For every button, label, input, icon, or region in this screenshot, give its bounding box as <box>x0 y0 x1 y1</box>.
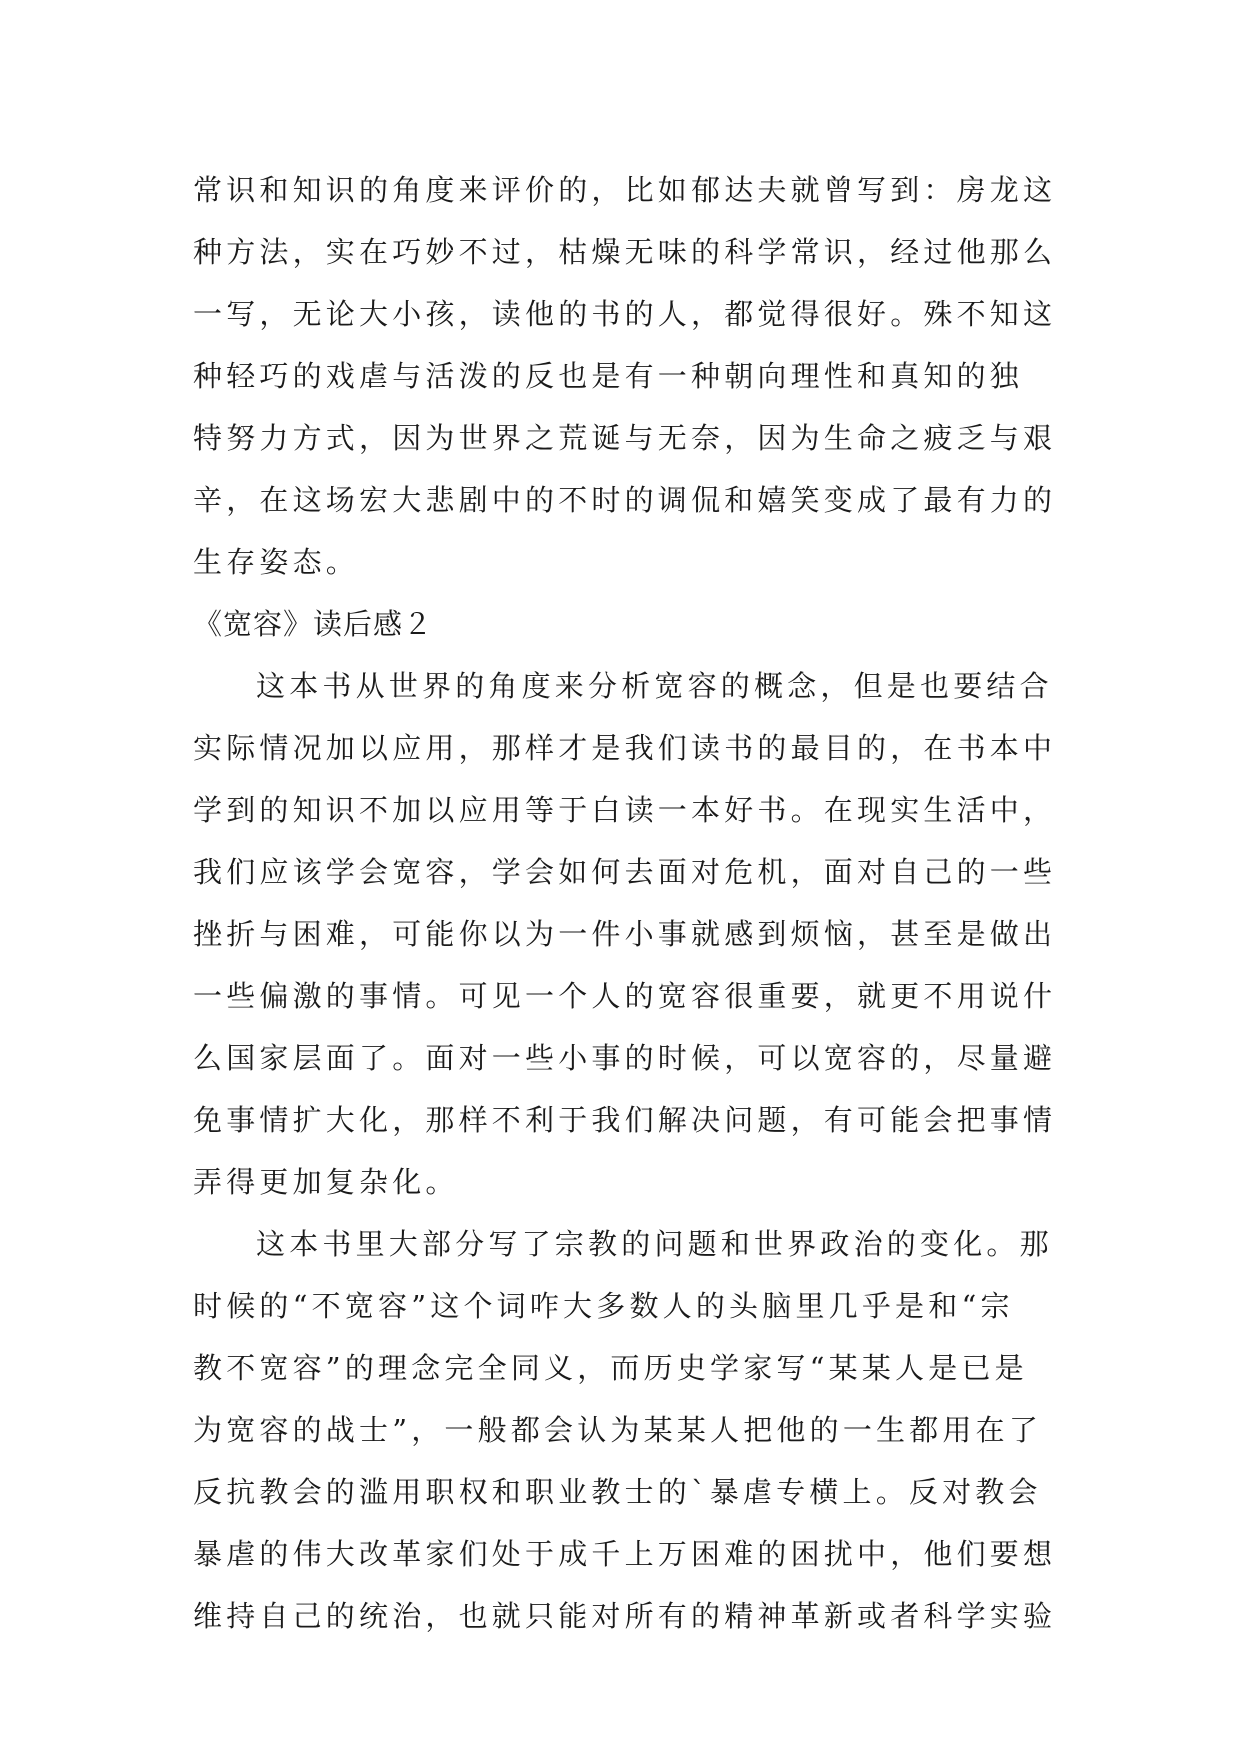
paragraph <box>193 1213 1073 1647</box>
text-line: 暴虐的伟大改革家们处于成千上万困难的困扰中，他们要想 <box>193 1537 1057 1571</box>
text-line: 这本书里大部分写了宗教的问题和世界政治的变化。那 <box>256 1227 1053 1261</box>
text-line: 免事情扩大化，那样不利于我们解决问题，有可能会把事情 <box>193 1103 1057 1137</box>
text-line: 我们应该学会宽容，学会如何去面对危机，面对自己的一些 <box>193 855 1057 889</box>
text-line: 生存姿态。 <box>193 545 360 579</box>
text-line: 特努力方式，因为世界之荒诞与无奈，因为生命之疲乏与艰 <box>193 421 1057 455</box>
text-line: 么国家层面了。面对一些小事的时候，可以宽容的，尽量避 <box>193 1041 1057 1075</box>
text-line: 种方法，实在巧妙不过，枯燥无味的科学常识，经过他那么 <box>193 235 1057 269</box>
text-line: 时候的“不宽容”这个词咋大多数人的头脑里几乎是和“宗 <box>193 1289 1014 1323</box>
text-line: 反抗教会的滥用职权和职业教士的`暴虐专横上。反对教会 <box>193 1475 1042 1509</box>
document-body <box>193 159 1073 1647</box>
section-title: 《宽容》读后感２ <box>193 607 434 641</box>
text-line: 教不宽容”的理念完全同义，而历史学家写“某某人是已是 <box>193 1351 1028 1385</box>
text-line: 辛，在这场宏大悲剧中的不时的调侃和嬉笑变成了最有力的 <box>193 483 1057 517</box>
text-line: 一些偏激的事情。可见一个人的宽容很重要，就更不用说什 <box>193 979 1057 1013</box>
text-line: 一写，无论大小孩，读他的书的人，都觉得很好。殊不知这 <box>193 297 1057 331</box>
text-line: 维持自己的统治，也就只能对所有的精神革新或者科学实验 <box>193 1599 1057 1633</box>
text-line: 为宽容的战士”，一般都会认为某某人把他的一生都用在了 <box>193 1413 1043 1447</box>
text-line: 实际情况加以应用，那样才是我们读书的最目的，在书本中 <box>193 731 1057 765</box>
text-line: 种轻巧的戏虐与活泼的反也是有一种朝向理性和真知的独 <box>193 359 1024 393</box>
text-line: 挫折与困难，可能你以为一件小事就感到烦恼，甚至是做出 <box>193 917 1057 951</box>
text-line: 常识和知识的角度来评价的，比如郁达夫就曾写到：房龙这 <box>193 173 1057 207</box>
text-line: 弄得更加复杂化。 <box>193 1165 459 1199</box>
text-line: 学到的知识不加以应用等于白读一本好书。在现实生活中， <box>193 793 1057 827</box>
text-line: 这本书从世界的角度来分析宽容的概念，但是也要结合 <box>256 669 1053 703</box>
continued-paragraph <box>193 159 1073 593</box>
paragraph <box>193 655 1073 1213</box>
